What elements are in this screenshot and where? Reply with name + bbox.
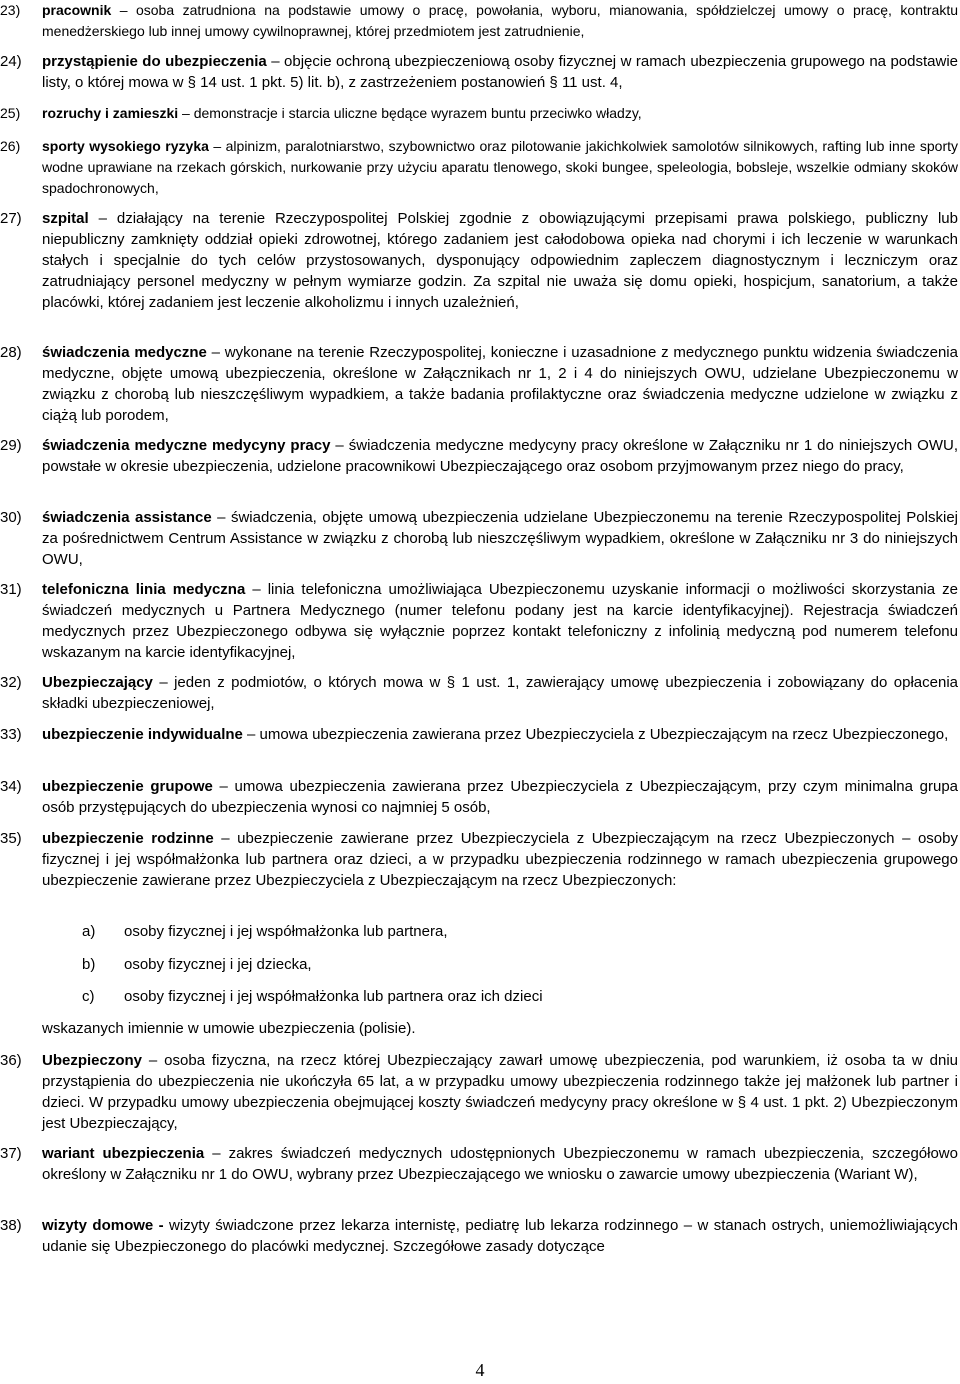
item-number: 26) xyxy=(0,138,21,154)
definition-description: – objęcie ochroną ubezpieczeniową osoby fizycznej w ramach ubezpieczenia grupowego na podstawie listy, o której mowa w § 14 ust. 1 pkt. 5) lit. b), z zastrzeżeniem postanowień § 11 ust. 4, xyxy=(42,53,958,91)
definition-description: – osoba fizyczna, na rzecz której Ubezpieczający zawarł umowę ubezpieczenia, pod warunkiem, iż osoba ta w dniu przystąpienia do ubezpieczenia nie ukończyła 65 lat, a w przypadku umowy ubezpieczenia rodzinnego także jej małżonek lub partner i dzieci. W przypadku umowy ubezpieczenia obejmującej koszty świadczeń medycyny pracy określone w § 4 ust. 1 pkt. 2) Ubezpieczonym jest Ubezpieczający, xyxy=(42,1052,958,1132)
definition-text xyxy=(42,776,958,818)
item-number: 34) xyxy=(0,778,22,795)
item-number: 29) xyxy=(0,437,22,454)
definition-description: – świadczenia, objęte umową ubezpieczenia udzielane Ubezpieczonemu na terenie Rzeczypospolitej Polskiej za pośrednictwem Centrum Assistance w związku z chorobą lub nieszczęśliwym wypadkiem, określone w Załączniku nr 3 do niniejszych OWU, xyxy=(42,509,958,568)
sub-item-label: c) xyxy=(82,988,95,1005)
item-number: 38) xyxy=(0,1217,22,1234)
defined-term: rozruchy i zamieszki xyxy=(42,105,179,121)
item-number: 35) xyxy=(0,830,22,847)
page-number: 4 xyxy=(475,1360,485,1380)
defined-term: szpital xyxy=(42,210,89,227)
definition-text xyxy=(42,724,958,745)
definition-text xyxy=(42,507,958,570)
definition-text xyxy=(42,1143,958,1185)
definition-text xyxy=(42,435,958,477)
definition-text xyxy=(42,579,958,663)
definition-description: – zakres świadczeń medycznych udostępnionych Ubezpieczonemu w ramach ubezpieczenia, szczegółowo określony w Załączniku nr 1 do OWU, wybrany przez Ubezpieczającego we wniosku o zawarcie umowy ubezpieczenia (Wariant W), xyxy=(42,1145,958,1183)
definition-description: – ubezpieczenie zawierane przez Ubezpieczyciela z Ubezpieczającym na rzecz Ubezpieczonych – osoby fizycznej i jej współmałżonka lub partnera oraz dzieci, a w przypadku ubezpieczenia rodzinnego w ramach ubezpieczenia grupowego ubezpieczenie zawierane przez Ubezpieczyciela z Ubezpieczającym na rzecz Ubezpieczonych: xyxy=(42,830,958,889)
item-number: 36) xyxy=(0,1052,22,1069)
sub-item-text: osoby fizycznej i jej współmałżonka lub partnera, xyxy=(124,923,448,940)
defined-term: telefoniczna linia medyczna xyxy=(42,581,246,598)
definition-text xyxy=(42,208,958,313)
defined-term: ubezpieczenie grupowe xyxy=(42,778,213,795)
sub-item-text: osoby fizycznej i jej współmałżonka lub partnera oraz ich dzieci xyxy=(124,988,543,1005)
item-number: 30) xyxy=(0,509,22,526)
sub-list-trailer: wskazanych imiennie w umowie ubezpieczenia (polisie). xyxy=(42,1020,416,1037)
item-number: 25) xyxy=(0,105,21,121)
definition-description: – umowa ubezpieczenia zawierana przez Ubezpieczyciela z Ubezpieczającym, przy czym minimalna grupa osób przystępujących do ubezpieczenia wynosi co najmniej 5 osób, xyxy=(42,778,958,816)
definition-text xyxy=(42,1050,958,1134)
defined-term: świadczenia assistance xyxy=(42,509,212,526)
item-number: 28) xyxy=(0,344,22,361)
definition-description: – demonstracje i starcia uliczne będące wyrazem buntu przeciwko władzy, xyxy=(178,105,642,121)
definition-description: – umowa ubezpieczenia zawierana przez Ubezpieczyciela z Ubezpieczającym na rzecz Ubezpieczonego, xyxy=(242,726,949,743)
defined-term: świadczenia medyczne medycyny pracy xyxy=(42,437,331,454)
sub-item-label: b) xyxy=(82,956,96,973)
definition-text xyxy=(42,103,958,124)
defined-term: pracownik xyxy=(42,2,112,18)
item-number: 33) xyxy=(0,726,22,743)
definition-text xyxy=(42,342,958,426)
definition-description: wizyty świadczone przez lekarza internistę, pediatrę lub lekarza rodzinnego – w stanach ostrych, uniemożliwiających udanie się Ubezpieczonego do placówki medycznej. Szczegółowe zasady dotyczące xyxy=(42,1217,958,1255)
definition-description: – jeden z podmiotów, o których mowa w § 1 ust. 1, zawierający umowę ubezpieczenia i zobowiązany do opłacenia składki ubezpieczeniowej, xyxy=(42,674,958,712)
defined-term: wariant ubezpieczenia xyxy=(42,1145,205,1162)
item-number: 32) xyxy=(0,674,22,691)
definition-text xyxy=(42,828,958,891)
defined-term: sporty wysokiego ryzyka xyxy=(42,138,209,154)
defined-term: świadczenia medyczne xyxy=(42,344,207,361)
defined-term: ubezpieczenie rodzinne xyxy=(42,830,214,847)
defined-term: Ubezpieczony xyxy=(42,1052,143,1069)
sub-item-text: osoby fizycznej i jej dziecka, xyxy=(124,956,312,973)
defined-term: Ubezpieczający xyxy=(42,674,153,691)
definition-description: – wykonane na terenie Rzeczypospolitej, konieczne i uzasadnione z medycznego punktu widzenia świadczenia medyczne, objęte umową ubezpieczenia, określone w Załącznikach nr 1, 2 i 4 do niniejszych OWU, udzielane Ubezpieczonemu w związku z chorobą lub nieszczęśliwym wypadkiem, a także badania profilaktyczne oraz świadczenia medyczne udzielone w związku z ciążą lub porodem, xyxy=(42,344,958,424)
defined-term: ubezpieczenie indywidualne xyxy=(42,726,243,743)
definition-description: – działający na terenie Rzeczypospolitej Polskiej zgodnie z obowiązującymi przepisami prawa polskiego, publiczny lub niepubliczny zamknięty oddział opieki zdrowotnej, którego zadaniem jest całodobowa opieka nad chorymi i ich leczenie w warunkach stałych i specjalnie do tych celów przystosowanych, dysponujący odpowiednim zapleczem diagnostycznym i leczniczym oraz zatrudniający personel medyczny w pełnym wymiarze godzin. Za szpital nie uważa się domu opieki, hospicjum, sanatorium, a także placówki, której zadaniem jest leczenie alkoholizmu i innych uzależnień, xyxy=(42,210,958,311)
item-number: 27) xyxy=(0,210,22,227)
sub-item-label: a) xyxy=(82,923,96,940)
definition-description: – świadczenia medyczne medycyny pracy określone w Załączniku nr 1 do niniejszych OWU, powstałe w okresie ubezpieczenia, udzielone pracownikowi Ubezpieczającego oraz osobom przyjmowanym przez niego do pracy, xyxy=(42,437,958,475)
item-number: 31) xyxy=(0,581,22,598)
definition-text xyxy=(42,51,958,93)
definition-text xyxy=(42,1215,958,1257)
definition-description: – osoba zatrudniona na podstawie umowy o pracę, powołania, wyboru, mianowania, spółdzielczej umowy o pracę, kontraktu menedżerskiego lub innej umowy cywilnoprawnej, której przedmiotem jest zatrudnienie, xyxy=(42,2,958,39)
definition-text xyxy=(42,0,958,42)
definition-text xyxy=(42,672,958,714)
definition-description: – linia telefoniczna umożliwiająca Ubezpieczonemu uzyskanie informacji o możliwości skorzystania ze świadczeń medycznych u Partnera Medycznego (numer telefonu podany jest na karcie identyfikacyjnej). Rejestracja świadczeń medycznych przez Ubezpieczonego odbywa się wyłącznie poprzez kontakt telefoniczny z infolinią medyczną pod numerem telefonu wskazanym na karcie identyfikacyjnej, xyxy=(42,581,958,661)
defined-term: wizyty domowe - xyxy=(42,1217,164,1234)
definition-text xyxy=(42,136,958,199)
defined-term: przystąpienie do ubezpieczenia xyxy=(42,53,267,70)
item-number: 37) xyxy=(0,1145,22,1162)
item-number: 23) xyxy=(0,2,21,18)
definition-description: – alpinizm, paralotniarstwo, szybownictwo oraz pilotowanie jakichkolwiek samolotów silnikowych, rafting lub inne sporty wodne uprawiane na rzekach górskich, nurkowanie przy użyciu aparatu tlenowego, skoki bungee, speleologia, bobsleje, wszelkie odmiany skoków spadochronowych, xyxy=(42,138,958,196)
item-number: 24) xyxy=(0,53,22,70)
